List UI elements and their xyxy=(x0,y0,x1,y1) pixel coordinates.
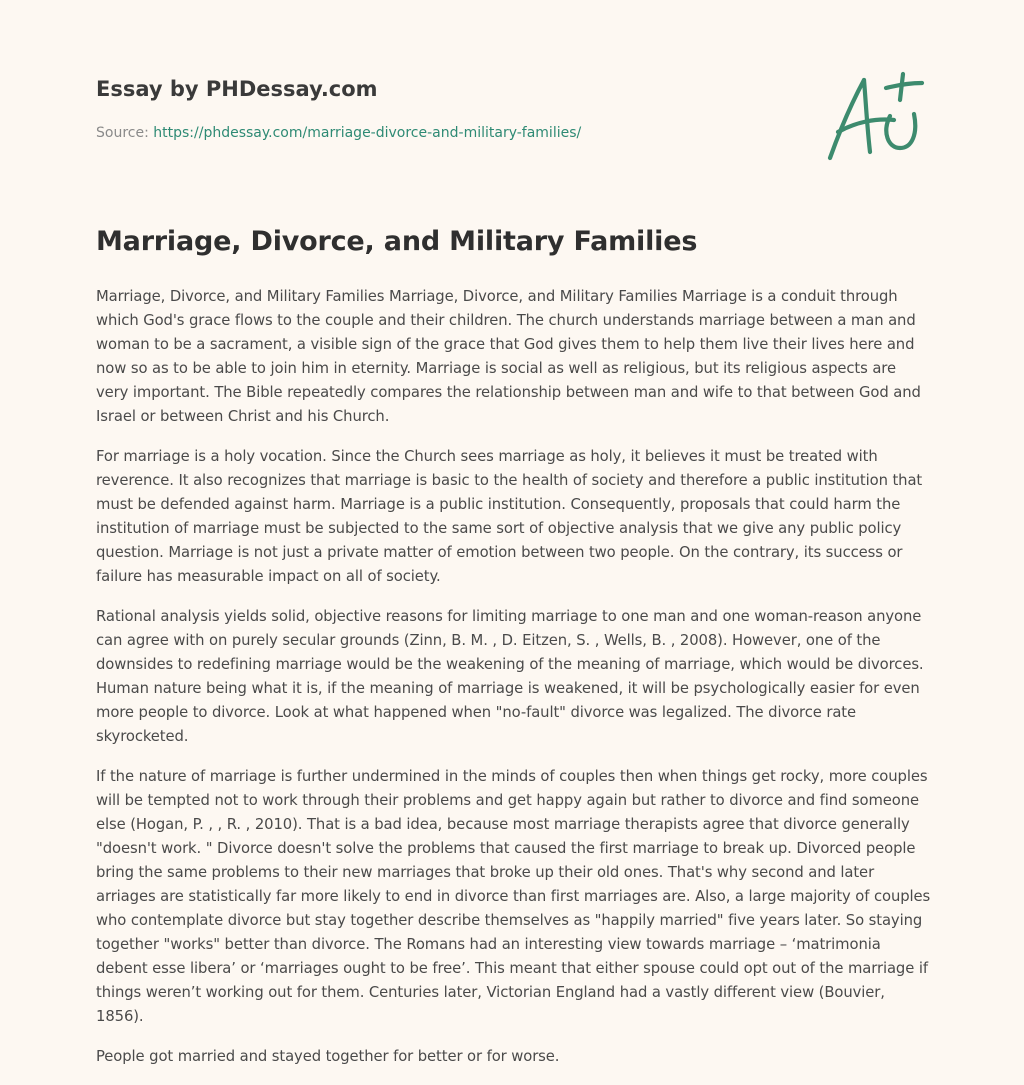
essay-paragraph: Rational analysis yields solid, objective reasons for limiting marriage to one man and one woman-reason anyone can agree with on purely secular grounds (Zinn, B. M. , D. Eitzen, S. , Wells, B. , 2008). However, one of the downsides to redefining marriage would be the weakening of the meaning of marriage, which would be divorces. Human nature being what it is, if the meaning of marriage is weakened, it will be psychologically easier for even more people to divorce. Look at what happened when "no-fault" divorce was legalized. The divorce rate skyrocketed. xyxy=(96,608,924,745)
a-plus-logo-icon xyxy=(820,68,930,164)
essay-title: Marriage, Divorce, and Military Families xyxy=(96,226,698,257)
essay-paragraph: People got married and stayed together for better or for worse. xyxy=(96,1048,560,1065)
essay-paragraph: Marriage, Divorce, and Military Families Marriage, Divorce, and Military Families Marriage is a conduit through which God's grace flows to the couple and their children. The church understands marriage between a man and woman to be a sacrament, a visible sign of the grace that God gives them to help them live their lives here and now so as to be able to join him in eternity. Marriage is social as well as religious, but its religious aspects are very important. The Bible repeatedly compares the relationship between man and wife to that between God and Israel or between Christ and his Church. xyxy=(96,288,921,425)
essay-paragraph: If the nature of marriage is further undermined in the minds of couples then when things get rocky, more couples will be tempted not to work through their problems and get happy again but rather to divorce and find someone else (Hogan, P. , , R. , 2010). That is a bad idea, because most marriage therapists agree that divorce generally "doesn't work. " Divorce doesn't solve the problems that caused the first marriage to break up. Divorced people bring the same problems to their new marriages that broke up their old ones. That's why second and later arriages are statistically far more likely to end in divorce than first marriages are. Also, a large majority of couples who contemplate divorce but stay together describe themselves as "happily married" five years later. So staying together "works" better than divorce. The Romans had an interesting view towards marriage – ‘matrimonia debent esse libera’ or ‘marriages ought to be free’. This meant that either spouse could opt out of the marriage if things weren’t working out for them. Centuries later, Victorian England had a vastly different view (Bouvier, 1856). xyxy=(96,768,931,1025)
source-label: Source: xyxy=(96,125,154,141)
source-line xyxy=(96,125,581,141)
essay-paragraph: For marriage is a holy vocation. Since the Church sees marriage as holy, it believes it must be treated with reverence. It also recognizes that marriage is basic to the health of society and therefore a public institution that must be defended against harm. Marriage is a public institution. Consequently, proposals that could harm the institution of marriage must be subjected to the same sort of objective analysis that we give any public policy question. Marriage is not just a private matter of emotion between two people. On the contrary, its success or failure has measurable impact on all of society. xyxy=(96,448,923,585)
site-title: Essay by PHDessay.com xyxy=(96,77,378,101)
source-link[interactable]: https://phdessay.com/marriage-divorce-and-military-families/ xyxy=(153,125,582,141)
essay-body xyxy=(96,285,932,1085)
